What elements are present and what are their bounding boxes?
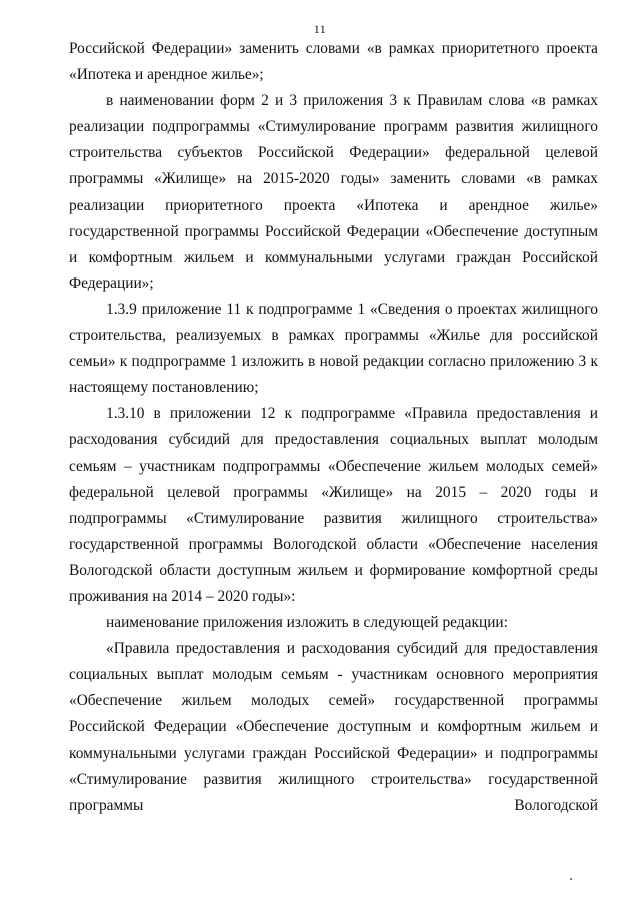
document-body [69,36,598,819]
scan-speck [570,878,572,880]
page-number: 11 [313,22,327,36]
paragraph-2: в наименовании форм 2 и 3 приложения 3 к Правилам слова «в рамках реализации подпрограммы «Стимулирование программ развития жилищного строительства субъектов Российской Федерации» федеральной целевой программы «Жилище» на 2015-2020 годы» заменить словами «в рамках реализации приоритетного проекта «Ипотека и арендное жилье» государственной программы Российской Федерации «Обеспечение доступным и комфортным жильем и коммунальными услугами граждан Российской Федерации»; [69,92,598,292]
paragraph-3: 1.3.9 приложение 11 к подпрограмме 1 «Сведения о проектах жилищного строительства, реализуемых в рамках программы «Жилье для российской семьи» к подпрограмме 1 изложить в новой редакции согласно приложению 3 к настоящему постановлению; [69,300,598,397]
paragraph-4: 1.3.10 в приложении 12 к подпрограмме «Правила предоставления и расходования субсидий для предоставления социальных выплат молодым семьям – участникам подпрограммы «Обеспечение жильем молодых семей» федеральной целевой программы «Жилище» на 2015 – 2020 годы и подпрограммы «Стимулирование развития жилищного строительства» государственной программы Вологодской области «Обеспечение населения Вологодской области доступным жильем и формирование комфортной среды проживания на 2014 – 2020 годы»: [69,405,598,605]
paragraph-1: Российской Федерации» заменить словами «в рамках приоритетного проекта «Ипотека и арендное жилье»; [69,40,598,84]
paragraph-5: наименование приложения изложить в следующей редакции: [106,614,508,632]
paragraph-6: «Правила предоставления и расходования субсидий для предоставления социальных выплат молодым семьям - участникам основного мероприятия «Обеспечение жильем молодых семей» государственной программы Российской Федерации «Обеспечение доступным и комфортным жильем и коммунальными услугами граждан Российской Федерации» и подпрограммы «Стимулирование развития жилищного строительства» государственной программы Вологодской [69,640,598,814]
